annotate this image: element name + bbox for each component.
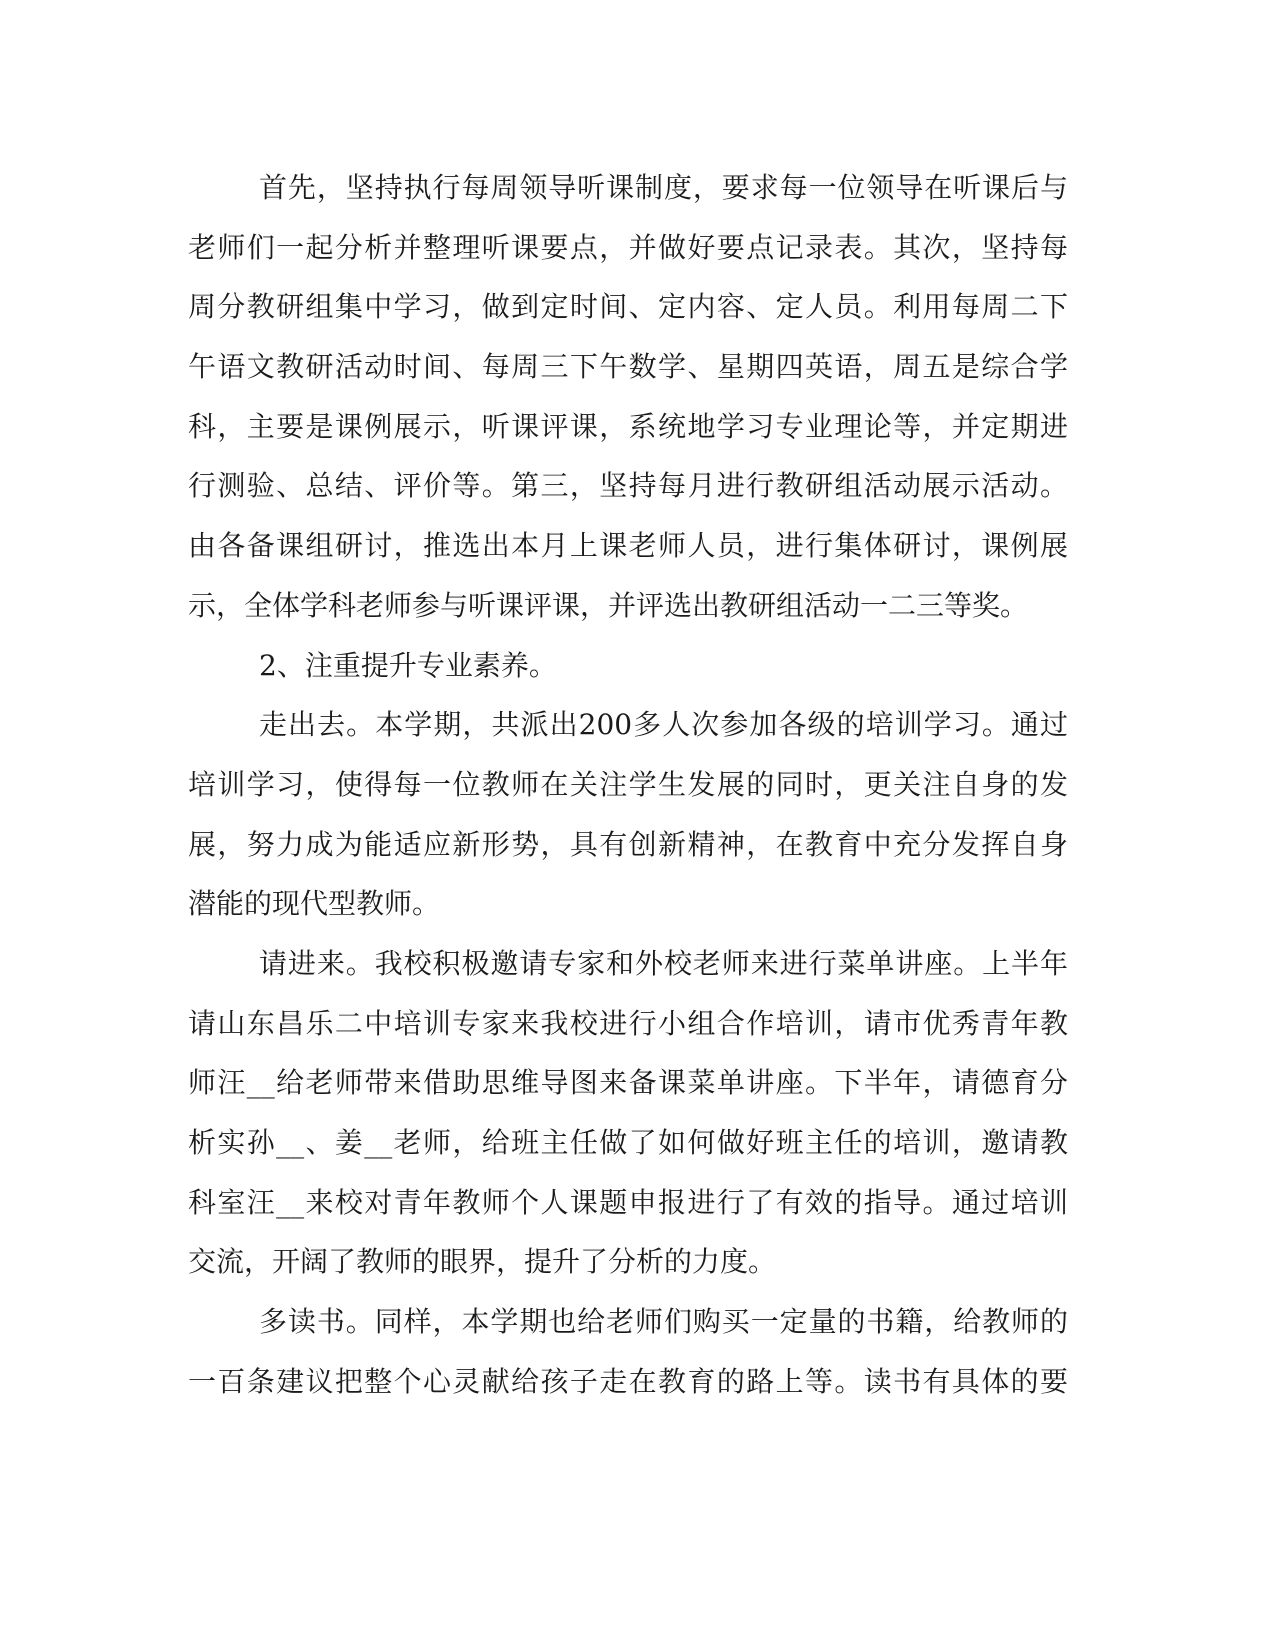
- text-line: 周分教研组集中学习，做到定时间、定内容、定人员。利用每周二下: [188, 290, 1068, 324]
- text-line: 一百条建议把整个心灵献给孩子走在教育的路上等。读书有具体的要: [188, 1364, 1068, 1398]
- text-line: 首先，坚持执行每周领导听课制度，要求每一位领导在听课后与: [259, 171, 1068, 204]
- text-line: 展，努力成为能适应新形势，具有创新精神，在教育中充分发挥自身: [188, 827, 1068, 861]
- text-line: 培训学习，使得每一位教师在关注学生发展的同时，更关注自身的发: [188, 767, 1068, 801]
- text-line: 科室汪__来校对青年教师个人课题申报进行了有效的指导。通过培训: [188, 1185, 1068, 1219]
- text-line: 析实孙__、姜__老师，给班主任做了如何做好班主任的培训，邀请教: [188, 1126, 1068, 1159]
- text-line: 午语文教研活动时间、每周三下午数学、星期四英语，周五是综合学: [188, 350, 1068, 384]
- document-body: [188, 158, 1068, 1411]
- text-line: 请进来。我校积极邀请专家和外校老师来进行菜单讲座。上半年: [259, 946, 1068, 980]
- text-line: 多读书。同样，本学期也给老师们购买一定量的书籍，给教师的: [259, 1305, 1068, 1339]
- text-line: 示，全体学科老师参与听课评课，并评选出教研组活动一二三等奖。: [188, 588, 1029, 622]
- text-line: 科，主要是课例展示，听课评课，系统地学习专业理论等，并定期进: [188, 409, 1068, 443]
- text-line: 走出去。本学期，共派出200多人次参加各级的培训学习。通过: [259, 708, 1068, 742]
- text-line: 请山东昌乐二中培训专家来我校进行小组合作培训，请市优秀青年教: [188, 1006, 1068, 1040]
- text-line: 由各备课组研讨，推选出本月上课老师人员，进行集体研讨，课例展: [188, 529, 1068, 563]
- text-line: 老师们一起分析并整理听课要点，并做好要点记录表。其次，坚持每: [188, 230, 1068, 264]
- text-line: 潜能的现代型教师。: [188, 887, 441, 921]
- text-line: 交流，开阔了教师的眼界，提升了分析的力度。: [188, 1245, 777, 1279]
- text-line: 2、注重提升专业素养。: [259, 648, 557, 682]
- text-line: 师汪__给老师带来借助思维导图来备课菜单讲座。下半年，请德育分: [188, 1066, 1068, 1100]
- text-line: 行测验、总结、评价等。第三，坚持每月进行教研组活动展示活动。: [188, 469, 1068, 503]
